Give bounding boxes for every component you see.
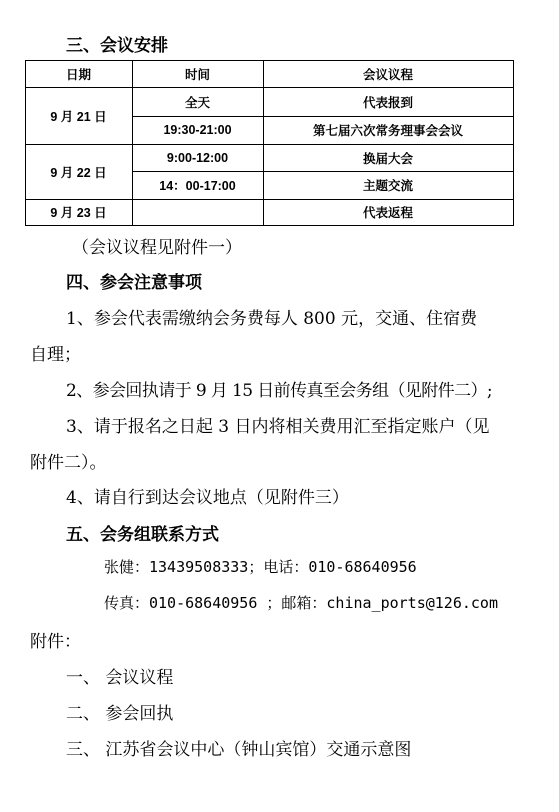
date-cell: 9 月 23 日 xyxy=(50,206,107,220)
header-time: 时间 xyxy=(184,67,210,82)
date-cell: 9 月 22 日 xyxy=(50,165,107,180)
contact-fax-email: 传真：010-68640956 ；邮箱：china_ports@126.com xyxy=(104,594,498,612)
note-item-1-line-1: 1、参会代表需缴纳会务费每人 800 元，交通、住宿费 xyxy=(66,309,478,329)
time-cell xyxy=(132,199,263,225)
attachment-item: 二、 参会回执 xyxy=(66,704,174,724)
section-title-contact: 五、会务组联系方式 xyxy=(66,525,219,545)
contact-phone: 张健：13439508333；电话：010-68640956 xyxy=(104,558,417,576)
note-item-2: 2、参会回执请于 9 月 15 日前传真至会务组（见附件二）; xyxy=(66,381,493,401)
time-cell: 19:30-21:00 xyxy=(163,123,232,137)
agenda-cell: 换届大会 xyxy=(362,151,413,166)
agenda-cell: 主题交流 xyxy=(362,179,413,193)
agenda-note: （会议议程见附件一） xyxy=(72,238,242,258)
time-cell: 9:00-12:00 xyxy=(166,150,229,165)
agenda-cell: 第七届六次常务理事会会议 xyxy=(312,124,463,138)
time-cell: 14：00-17:00 xyxy=(159,179,236,193)
note-item-1-line-2: 自理； xyxy=(30,345,81,365)
agenda-cell: 代表报到 xyxy=(362,95,413,110)
header-date: 日期 xyxy=(65,67,91,82)
note-item-3-line-2: 附件二）。 xyxy=(30,453,107,473)
section-title-meeting-schedule: 三、会议安排 xyxy=(66,36,168,56)
time-cell: 全天 xyxy=(184,95,210,110)
attachment-item: 三、 江苏省会议中心（钟山宾馆）交通示意图 xyxy=(66,740,412,760)
attachments-label: 附件： xyxy=(30,632,81,652)
section-title-notes: 四、参会注意事项 xyxy=(66,273,202,293)
date-cell: 9 月 21 日 xyxy=(50,109,107,124)
schedule-table xyxy=(25,60,514,226)
note-item-3-line-1: 3、请于报名之日起 3 日内将相关费用汇至指定账户（见 xyxy=(66,417,490,437)
attachment-item: 一、 会议议程 xyxy=(66,668,174,688)
agenda-cell: 代表返程 xyxy=(362,206,413,220)
note-item-4: 4、请自行到达会议地点（见附件三） xyxy=(66,488,349,508)
header-agenda: 会议议程 xyxy=(362,67,413,82)
